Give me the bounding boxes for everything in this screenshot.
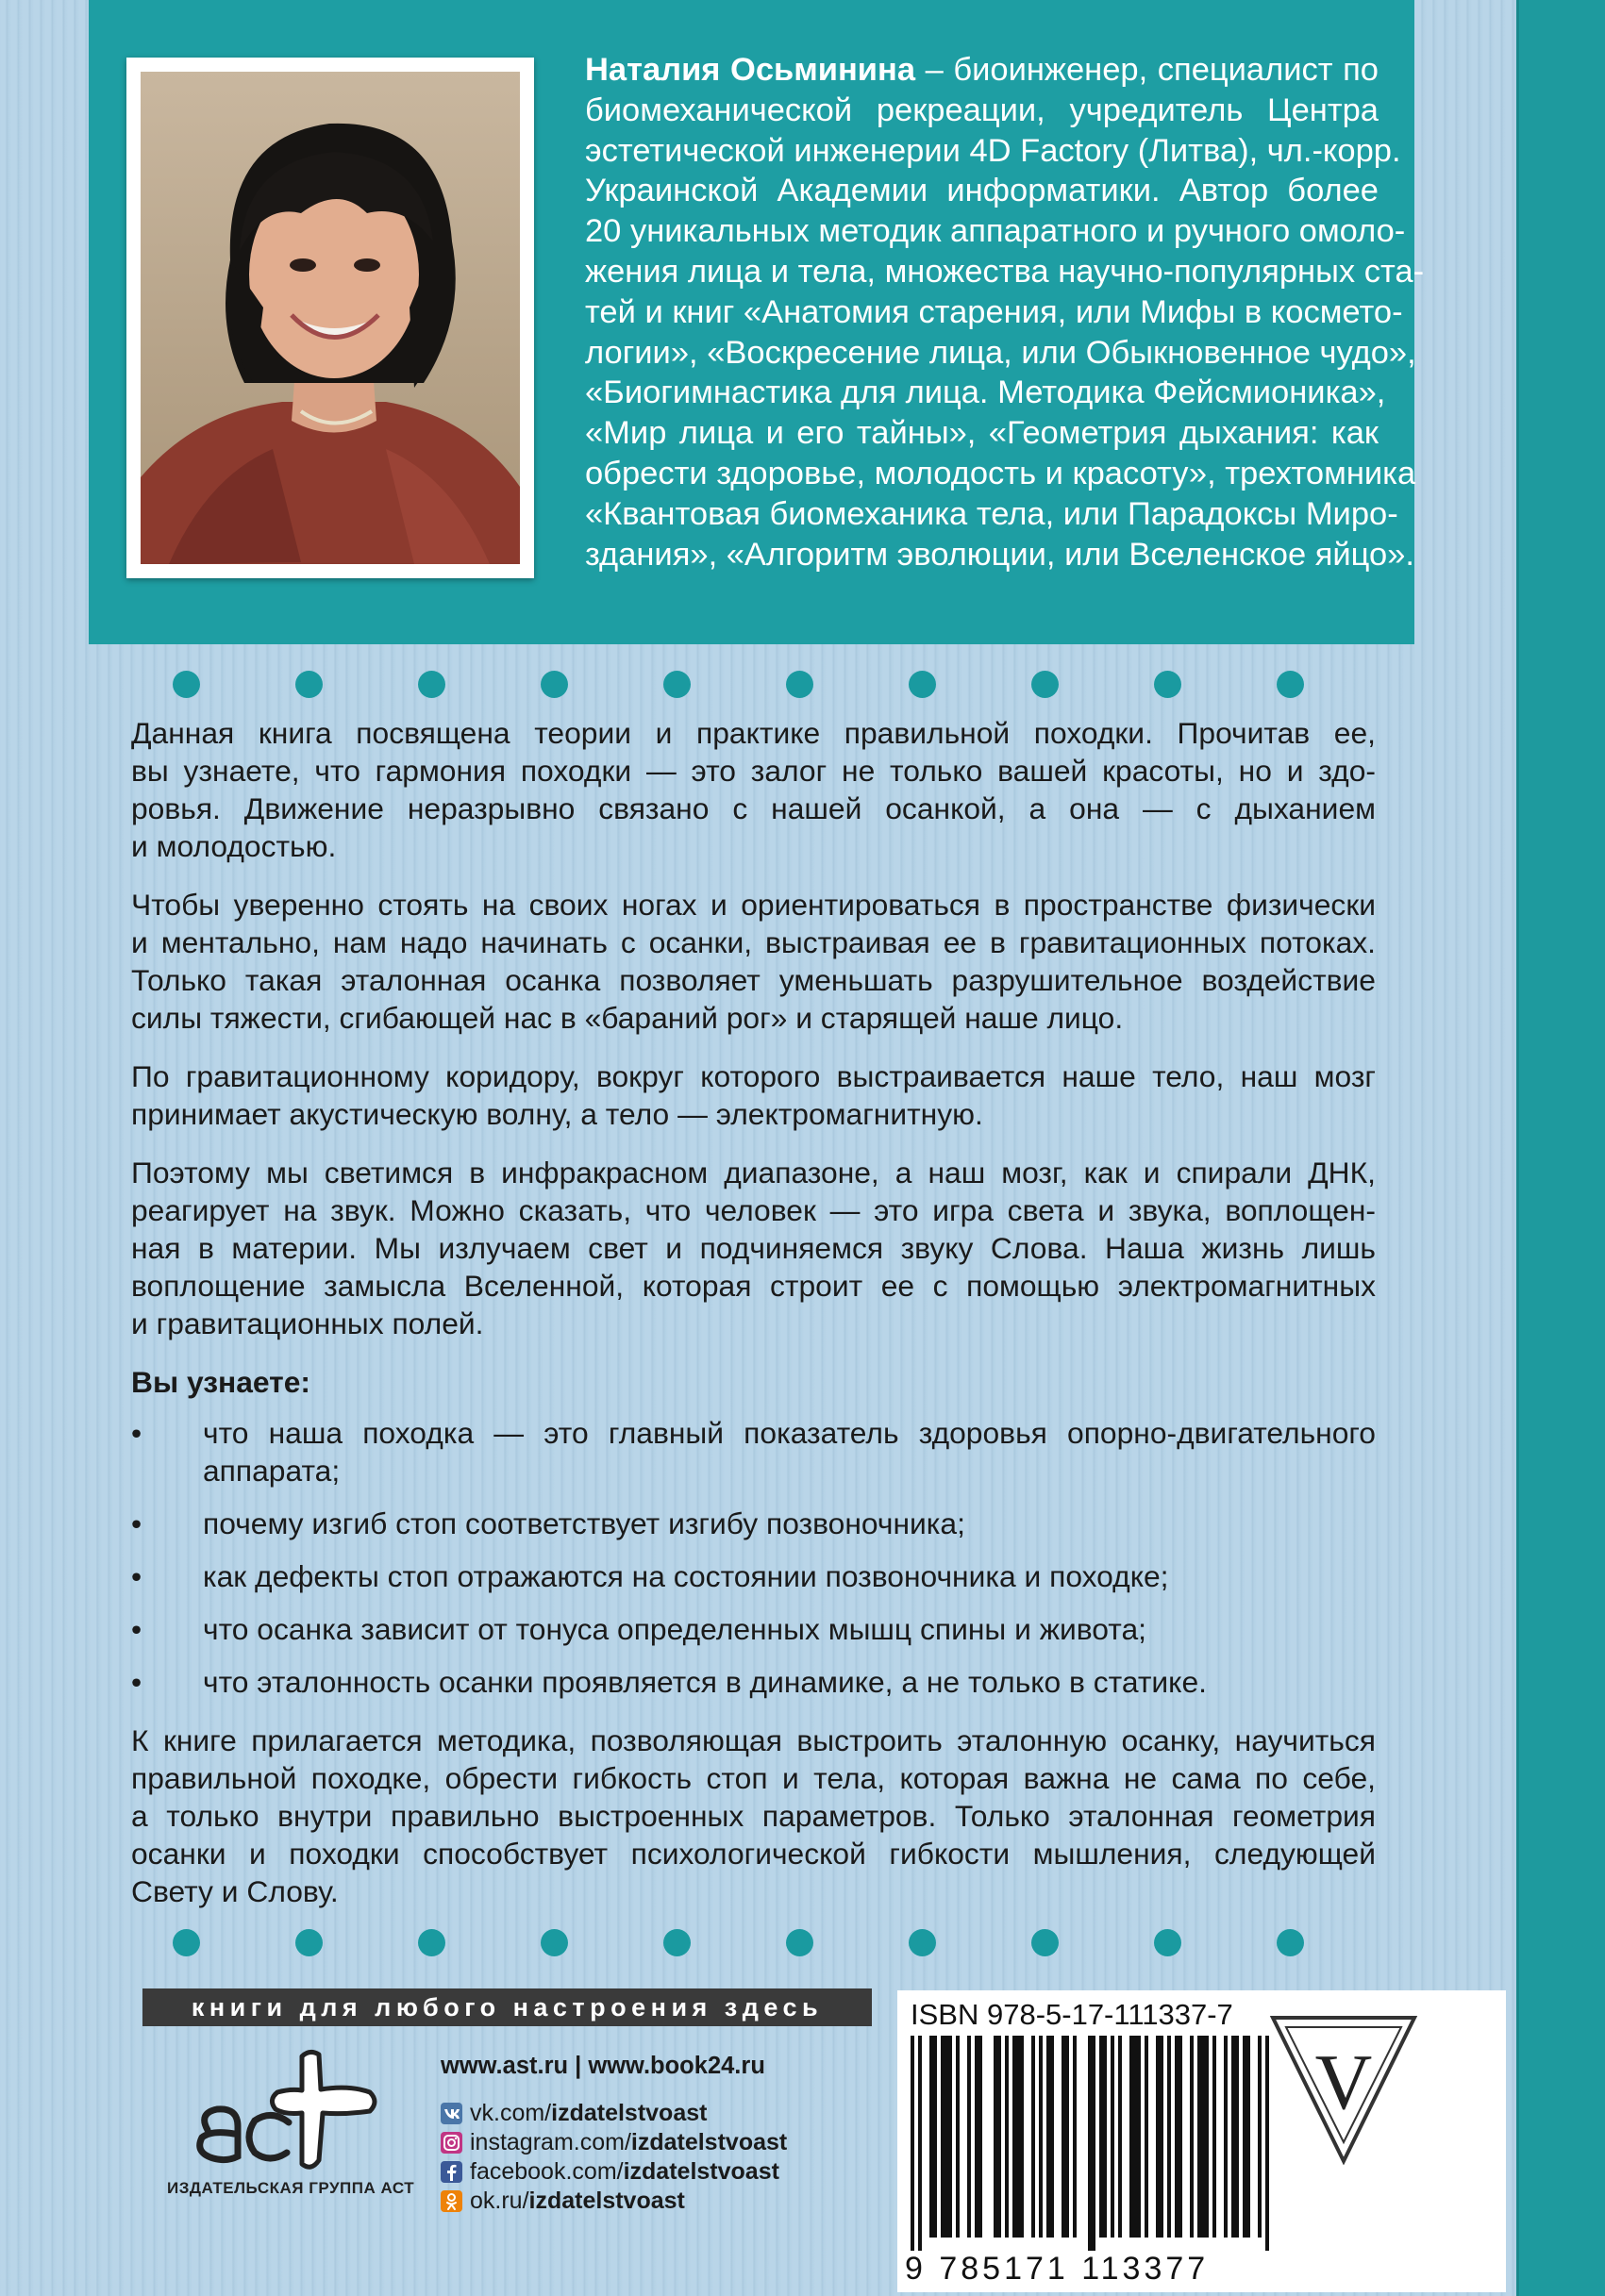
barcode-bar — [1050, 2036, 1054, 2238]
barcode-bar — [1145, 2036, 1148, 2238]
divider-dot — [1277, 671, 1304, 698]
social-link-vk[interactable]: vk.com/ izdatelstvoast — [441, 2099, 787, 2128]
divider-dot — [418, 671, 445, 698]
bio-line: здания», «Алгоритм эволюции, или Вселенское яйцо». — [585, 536, 1415, 573]
bio-line: обрести здоровье, молодость и красоту», трехтомника — [585, 455, 1416, 491]
barcode-bar — [1103, 2036, 1107, 2238]
barcode-digits: 9 785171 113377 — [905, 2251, 1210, 2287]
book-description — [131, 714, 1376, 1931]
bio-line: «Биогимнастика для лица. Методика Фейсмионика», — [585, 374, 1386, 411]
bullet-icon: • — [131, 1559, 142, 1593]
bullet-item — [131, 1557, 1376, 1595]
learn-heading: Вы узнаете: — [131, 1365, 311, 1399]
barcode-bar — [1167, 2036, 1171, 2238]
social-link-facebook[interactable]: facebook.com/ izdatelstvoast — [441, 2157, 787, 2187]
publisher-links — [441, 2053, 787, 2216]
bio-line: логии», «Воскресение лица, или Обыкновенное чудо», — [585, 334, 1416, 371]
barcode-bar — [1133, 2036, 1137, 2238]
divider-dot — [1031, 671, 1059, 698]
barcode-bar — [1111, 2036, 1114, 2238]
barcode-bar — [1137, 2036, 1141, 2238]
divider-dot — [295, 1929, 323, 1956]
age-rating-badge — [1269, 2014, 1418, 2165]
divider-dot — [1154, 1929, 1181, 1956]
barcode-bar — [1235, 2036, 1239, 2238]
barcode-bar — [1129, 2036, 1133, 2238]
vk-icon — [441, 2103, 462, 2124]
barcode-bar — [1031, 2036, 1035, 2238]
text-line: К книге прилагается методика, позволяющая выстроить эталонную осанку, научиться — [131, 1723, 1376, 1757]
bullet-item — [131, 1414, 1376, 1489]
barcode-bar — [1175, 2036, 1179, 2238]
text-line: реагирует на звук. Можно сказать, что человек — это игра света и звука, воплощен- — [131, 1193, 1376, 1227]
text-line: Чтобы уверенно стоять на своих ногах и ориентироваться в пространстве физически — [131, 888, 1376, 922]
text-line: и гравитационных полей. — [131, 1306, 484, 1340]
text-line: и ментально, нам надо начинать с осанки, выстраивая ее в гравитационных потоках. — [131, 925, 1376, 959]
divider-dot — [173, 671, 200, 698]
barcode-bar — [918, 2036, 922, 2251]
author-bio-text — [585, 50, 1425, 616]
paragraph — [131, 1154, 1376, 1342]
ast-logo — [160, 2047, 406, 2283]
barcode-bar — [1092, 2036, 1095, 2251]
barcode-bar — [1179, 2036, 1182, 2238]
barcode-bar — [1246, 2036, 1250, 2238]
facebook-icon — [441, 2161, 462, 2183]
barcode-bar — [1073, 2036, 1077, 2238]
text-line: По гравитационному коридору, вокруг которого выстраивается наше тело, наш мозг — [131, 1059, 1376, 1093]
barcode-bar — [1012, 2036, 1016, 2238]
barcode-bar — [1212, 2036, 1216, 2238]
text-line: силы тяжести, сгибающей нас в «бараний рог» и старящей наше лицо. — [131, 1001, 1124, 1035]
publisher-slogan-banner: книги для любого настроения здесь — [142, 1988, 872, 2026]
barcode-bar — [1088, 2036, 1092, 2251]
divider-dot — [663, 1929, 691, 1956]
barcode-bar — [1205, 2036, 1209, 2238]
bullet-item — [131, 1663, 1376, 1701]
author-photo-frame — [126, 58, 534, 578]
barcode-bar — [1258, 2036, 1262, 2238]
divider-dot — [418, 1929, 445, 1956]
barcode-bar — [1118, 2036, 1122, 2238]
paragraph — [131, 714, 1376, 865]
text-line: ная в материи. Мы излучаем свет и подчиняемся звуку Слова. Наша жизнь лишь — [131, 1231, 1376, 1265]
barcode-bar — [929, 2036, 933, 2238]
text-line: и молодостью. — [131, 829, 337, 863]
barcode-bar — [1016, 2036, 1020, 2238]
barcode-bar — [945, 2036, 948, 2238]
dot-divider-top — [173, 671, 1305, 699]
publisher-name: ИЗДАТЕЛЬСКАЯ ГРУППА АСТ — [167, 2179, 415, 2197]
barcode-bar — [1190, 2036, 1194, 2238]
barcode-bar — [1046, 2036, 1050, 2238]
text-line: почему изгиб стоп соответствует изгибу позвоночника; — [203, 1506, 965, 1540]
text-line: Данная книга посвящена теории и практике правильной походки. Прочитав ее, — [131, 716, 1376, 750]
isbn-label: ISBN 978-5-17-111337-7 — [911, 1998, 1233, 2031]
barcode-bar — [978, 2036, 982, 2238]
paragraph — [131, 886, 1376, 1037]
barcode-bar — [1020, 2036, 1024, 2238]
author-photo — [141, 72, 520, 564]
dot-divider-bottom — [173, 1929, 1305, 1957]
bullet-icon: • — [131, 1416, 142, 1450]
text-line: Только такая эталонная осанка позволяет уменьшать разрушительное воздействие — [131, 963, 1376, 997]
text-line: как дефекты стоп отражаются на состоянии позвоночника и походке; — [203, 1559, 1169, 1593]
divider-dot — [786, 671, 813, 698]
bullet-icon: • — [131, 1506, 142, 1540]
barcode-bar — [1197, 2036, 1201, 2238]
bio-line: 20 уникальных методик аппаратного и ручного омоло- — [585, 213, 1406, 250]
barcode-bar — [975, 2036, 978, 2238]
text-line: правильной походке, обрести гибкость стоп и тела, которая важна не сама по себе, — [131, 1761, 1376, 1795]
barcode-bar — [1156, 2036, 1160, 2238]
text-line: что осанка зависит от тонуса определенных мышц спины и живота; — [203, 1612, 1146, 1646]
text-line: что наша походка — это главный показатель здоровья опорно-двигательного — [203, 1416, 1376, 1450]
spine-strip — [1516, 0, 1605, 2296]
divider-dot — [786, 1929, 813, 1956]
barcode-bar — [1005, 2036, 1009, 2238]
barcode-bar — [956, 2036, 960, 2238]
bio-line: тей и книг «Анатомия старения, или Мифы в космето- — [585, 293, 1403, 330]
barcode-bar — [1160, 2036, 1163, 2238]
bio-line: Наталия Осьминина – биоинженер, специалист по — [585, 52, 1379, 88]
author-bio-panel — [89, 0, 1425, 644]
divider-dot — [1277, 1929, 1304, 1956]
divider-dot — [541, 1929, 568, 1956]
barcode-bar — [1243, 2036, 1246, 2238]
barcode-bar — [941, 2036, 945, 2238]
barcode-bar — [1099, 2036, 1103, 2238]
barcode-bar — [1062, 2036, 1065, 2238]
odnoklassniki-icon — [441, 2190, 462, 2212]
instagram-icon — [441, 2132, 462, 2154]
barcode — [911, 2036, 1269, 2253]
text-line: что эталонность осанки проявляется в динамике, а не только в статике. — [203, 1665, 1207, 1699]
text-line: а только внутри правильно выстроенных параметров. Только эталонная геометрия — [131, 1799, 1376, 1833]
text-line: аппарата; — [203, 1454, 341, 1488]
text-line: Поэтому мы светимся в инфракрасном диапазоне, а наш мозг, как и спирали ДНК, — [131, 1156, 1376, 1190]
text-line: ровья. Движение неразрывно связано с нашей осанкой, а она — с дыханием — [131, 791, 1376, 825]
age-rating-letter: V — [1314, 2038, 1373, 2126]
barcode-bar — [1224, 2036, 1228, 2238]
paragraph — [131, 1057, 1376, 1133]
divider-dot — [1031, 1929, 1059, 1956]
bio-line: «Мир лица и его тайны», «Геометрия дыхания: как — [585, 415, 1379, 452]
social-link-odnoklassniki[interactable]: ok.ru/ izdatelstvoast — [441, 2187, 787, 2216]
barcode-bar — [967, 2036, 971, 2238]
divider-dot — [909, 1929, 936, 1956]
bio-line: жения лица и тела, множества научно-популярных ста- — [585, 253, 1425, 290]
divider-dot — [909, 671, 936, 698]
bio-line: Украинской Академии информатики. Автор более — [585, 173, 1379, 209]
divider-dot — [663, 671, 691, 698]
barcode-bar — [1065, 2036, 1069, 2238]
bullet-icon: • — [131, 1665, 142, 1699]
text-line: Свету и Слову. — [131, 1874, 339, 1908]
text-line: принимает акустическую волну, а тело — электромагнитную. — [131, 1097, 983, 1131]
barcode-bar — [1201, 2036, 1205, 2238]
website-links[interactable]: www.ast.ru | www.book24.ru — [441, 2053, 765, 2079]
text-line: вы узнаете, что гармония походки — это залог не только вашей красоты, но и здо- — [131, 754, 1376, 788]
barcode-bar — [911, 2036, 914, 2251]
social-link-instagram[interactable]: instagram.com/ izdatelstvoast — [441, 2128, 787, 2157]
paragraph — [131, 1722, 1376, 1910]
barcode-bar — [1231, 2036, 1235, 2238]
bullet-item — [131, 1505, 1376, 1542]
bio-line: «Квантовая биомеханика тела, или Парадоксы Миро- — [585, 495, 1398, 532]
barcode-bar — [1039, 2036, 1043, 2238]
ast-logo-mark — [160, 2047, 406, 2179]
divider-dot — [1154, 671, 1181, 698]
barcode-bar — [948, 2036, 952, 2238]
divider-dot — [295, 671, 323, 698]
bullet-item — [131, 1610, 1376, 1648]
bio-line: эстетической инженерии 4D Factory (Литва), чл.-корр. — [585, 132, 1401, 169]
text-line: осанки и походки способствует психологической гибкости мышления, следующей — [131, 1837, 1376, 1871]
author-name: Наталия Осьминина — [585, 52, 916, 88]
bullet-icon: • — [131, 1612, 142, 1646]
divider-dot — [541, 671, 568, 698]
barcode-bar — [933, 2036, 937, 2238]
barcode-bar — [997, 2036, 1001, 2238]
divider-dot — [173, 1929, 200, 1956]
barcode-bar — [994, 2036, 997, 2238]
text-line: воплощение замысла Вселенной, которая строит ее с помощью электромагнитных — [131, 1269, 1376, 1303]
bio-line: биомеханической рекреации, учредитель Центра — [585, 92, 1379, 128]
